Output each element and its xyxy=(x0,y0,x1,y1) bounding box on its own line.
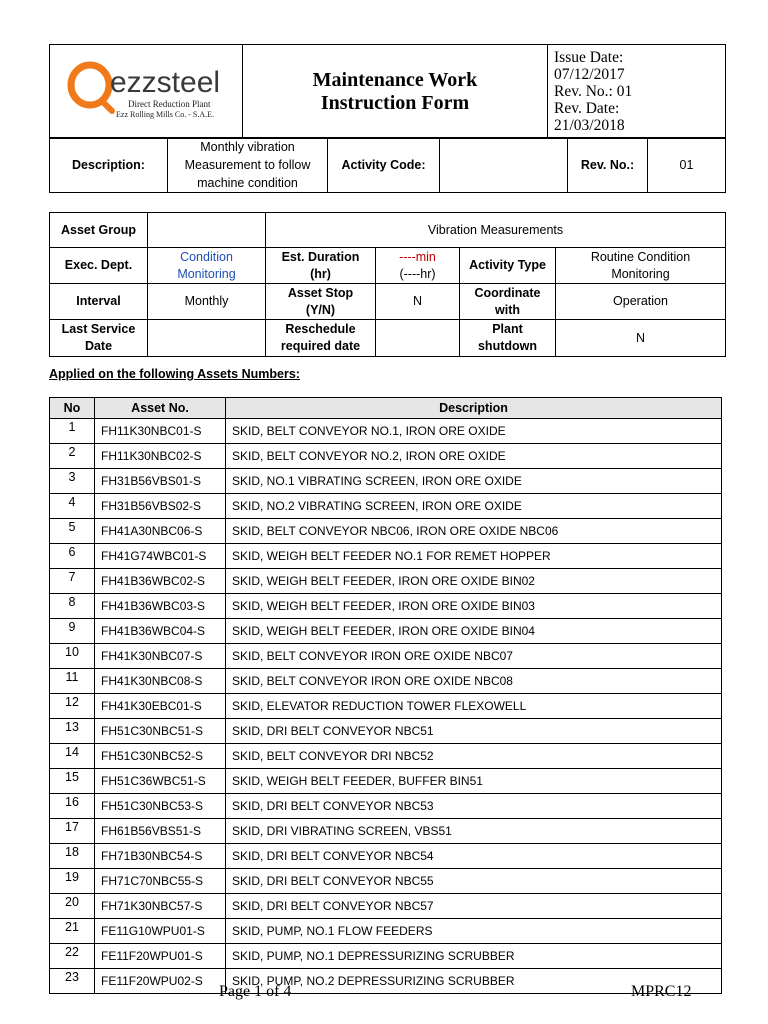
asset-group-value xyxy=(148,213,266,248)
activity-type-value: Routine Condition Monitoring xyxy=(556,248,726,284)
asset-description: SKID, DRI BELT CONVEYOR NBC51 xyxy=(226,719,722,744)
asset-number: FH51C36WBC51-S xyxy=(95,769,226,794)
asset-description: SKID, DRI BELT CONVEYOR NBC54 xyxy=(226,844,722,869)
asset-row-number: 16 xyxy=(50,794,95,819)
asset-row-number: 20 xyxy=(50,894,95,919)
asset-number: FH41K30NBC07-S xyxy=(95,644,226,669)
table-row xyxy=(50,619,722,644)
reschedule-value xyxy=(376,320,460,357)
form-header xyxy=(49,44,726,139)
table-row xyxy=(50,944,722,969)
asset-row-number: 17 xyxy=(50,819,95,844)
plant-shutdown-value: N xyxy=(556,320,726,357)
issue-date-label: Issue Date: xyxy=(554,49,624,66)
table-row xyxy=(50,919,722,944)
asset-row-number: 10 xyxy=(50,644,95,669)
coordinate-label: Coordinate with xyxy=(460,284,556,320)
asset-number: FE11F20WPU01-S xyxy=(95,944,226,969)
applied-assets-heading: Applied on the following Assets Numbers: xyxy=(49,367,300,381)
asset-description: SKID, DRI BELT CONVEYOR NBC57 xyxy=(226,894,722,919)
asset-number: FH51C30NBC52-S xyxy=(95,744,226,769)
table-row xyxy=(50,719,722,744)
asset-number: FH51C30NBC53-S xyxy=(95,794,226,819)
asset-description: SKID, DRI BELT CONVEYOR NBC55 xyxy=(226,869,722,894)
asset-number: FE11G10WPU01-S xyxy=(95,919,226,944)
asset-number: FH61B56VBS51-S xyxy=(95,819,226,844)
asset-description: SKID, WEIGH BELT FEEDER, IRON ORE OXIDE BIN03 xyxy=(226,594,722,619)
logo-subtitle-1: Direct Reduction Plant xyxy=(128,99,211,109)
asset-number: FH31B56VBS01-S xyxy=(95,469,226,494)
revision-number: Rev. No.: 01 xyxy=(554,83,633,100)
asset-row-number: 4 xyxy=(50,494,95,519)
description-label: Description: xyxy=(50,138,168,193)
asset-row-number: 6 xyxy=(50,544,95,569)
rev-no-label: Rev. No.: xyxy=(568,138,648,193)
asset-row-number: 23 xyxy=(50,969,95,994)
title-line-1: Maintenance Work xyxy=(312,68,478,91)
page-number: Page 1 of 4 xyxy=(219,983,292,1000)
asset-row-number: 9 xyxy=(50,619,95,644)
table-row xyxy=(50,769,722,794)
description-value: Monthly vibration Measurement to follow machine condition xyxy=(168,138,328,193)
asset-description: SKID, WEIGH BELT FEEDER, BUFFER BIN51 xyxy=(226,769,722,794)
exec-dept-value: Condition Monitoring xyxy=(148,248,266,284)
table-row xyxy=(50,894,722,919)
table-row xyxy=(50,669,722,694)
asset-row-number: 13 xyxy=(50,719,95,744)
asset-description: SKID, BELT CONVEYOR NO.1, IRON ORE OXIDE xyxy=(226,419,722,444)
reschedule-label: Reschedule required date xyxy=(266,320,376,357)
table-row xyxy=(50,844,722,869)
table-row xyxy=(50,969,722,994)
table-row xyxy=(50,869,722,894)
asset-description: SKID, PUMP, NO.1 DEPRESSURIZING SCRUBBER xyxy=(226,944,722,969)
asset-number: FH41B36WBC04-S xyxy=(95,619,226,644)
asset-number: FH71K30NBC57-S xyxy=(95,894,226,919)
asset-description: SKID, PUMP, NO.2 DEPRESSURIZING SCRUBBER xyxy=(226,969,722,994)
table-row xyxy=(50,544,722,569)
asset-number: FH41G74WBC01-S xyxy=(95,544,226,569)
issue-info xyxy=(548,45,726,139)
asset-number: FH41K30EBC01-S xyxy=(95,694,226,719)
form-code: MPRC12 xyxy=(631,983,692,1000)
activity-code-label: Activity Code: xyxy=(328,138,440,193)
asset-row-number: 3 xyxy=(50,469,95,494)
asset-description: SKID, BELT CONVEYOR NO.2, IRON ORE OXIDE xyxy=(226,444,722,469)
asset-description: SKID, WEIGH BELT FEEDER NO.1 FOR REMET HOPPER xyxy=(226,544,722,569)
asset-number: FH11K30NBC01-S xyxy=(95,419,226,444)
asset-row-number: 7 xyxy=(50,569,95,594)
table-row xyxy=(50,819,722,844)
table-row xyxy=(50,469,722,494)
asset-row-number: 22 xyxy=(50,944,95,969)
interval-label: Interval xyxy=(50,284,148,320)
asset-description: SKID, BELT CONVEYOR IRON ORE OXIDE NBC08 xyxy=(226,669,722,694)
asset-group-description: Vibration Measurements xyxy=(266,213,726,248)
title-line-2: Instruction Form xyxy=(320,91,470,114)
asset-number: FH71C70NBC55-S xyxy=(95,869,226,894)
table-row xyxy=(50,644,722,669)
table-row xyxy=(50,419,722,444)
plant-shutdown-label: Plant shutdown xyxy=(460,320,556,357)
est-duration-value: ----min (----hr) xyxy=(376,248,460,284)
asset-number: FH31B56VBS02-S xyxy=(95,494,226,519)
asset-row-number: 21 xyxy=(50,919,95,944)
header-no: No xyxy=(50,398,95,419)
est-duration-label: Est. Duration (hr) xyxy=(266,248,376,284)
asset-row-number: 8 xyxy=(50,594,95,619)
asset-number: FH11K30NBC02-S xyxy=(95,444,226,469)
last-service-label: Last Service Date xyxy=(50,320,148,357)
activity-code-value xyxy=(440,138,568,193)
logo-subtitle-2: Ezz Rolling Mills Co. - S.A.E. xyxy=(116,110,214,119)
asset-number: FE11F20WPU02-S xyxy=(95,969,226,994)
asset-row-number: 5 xyxy=(50,519,95,544)
asset-row-number: 1 xyxy=(50,419,95,444)
asset-description: SKID, BELT CONVEYOR DRI NBC52 xyxy=(226,744,722,769)
asset-group-label: Asset Group xyxy=(50,213,148,248)
header-asset-no: Asset No. xyxy=(95,398,226,419)
asset-number: FH51C30NBC51-S xyxy=(95,719,226,744)
asset-description: SKID, DRI VIBRATING SCREEN, VBS51 xyxy=(226,819,722,844)
logo-brand: ezzsteel xyxy=(110,66,221,99)
asset-description: SKID, NO.1 VIBRATING SCREEN, IRON ORE OXIDE xyxy=(226,469,722,494)
asset-row-number: 14 xyxy=(50,744,95,769)
table-row xyxy=(50,594,722,619)
revision-date-label: Rev. Date: xyxy=(554,100,620,117)
header-description: Description xyxy=(226,398,722,419)
description-row xyxy=(49,137,726,193)
exec-dept-label: Exec. Dept. xyxy=(50,248,148,284)
asset-number: FH41A30NBC06-S xyxy=(95,519,226,544)
asset-row-number: 19 xyxy=(50,869,95,894)
asset-stop-label: Asset Stop (Y/N) xyxy=(266,284,376,320)
table-row xyxy=(50,444,722,469)
asset-row-number: 15 xyxy=(50,769,95,794)
asset-description: SKID, ELEVATOR REDUCTION TOWER FLEXOWELL xyxy=(226,694,722,719)
revision-date: 21/03/2018 xyxy=(554,117,625,134)
asset-description: SKID, DRI BELT CONVEYOR NBC53 xyxy=(226,794,722,819)
last-service-value xyxy=(148,320,266,357)
table-row xyxy=(50,519,722,544)
issue-date: 07/12/2017 xyxy=(554,66,625,83)
asset-description: SKID, BELT CONVEYOR NBC06, IRON ORE OXIDE NBC06 xyxy=(226,519,722,544)
asset-row-number: 2 xyxy=(50,444,95,469)
form-title xyxy=(243,45,548,139)
asset-description: SKID, WEIGH BELT FEEDER, IRON ORE OXIDE BIN02 xyxy=(226,569,722,594)
asset-number: FH41K30NBC08-S xyxy=(95,669,226,694)
asset-row-number: 18 xyxy=(50,844,95,869)
asset-description: SKID, BELT CONVEYOR IRON ORE OXIDE NBC07 xyxy=(226,644,722,669)
asset-description: SKID, PUMP, NO.1 FLOW FEEDERS xyxy=(226,919,722,944)
asset-row-number: 11 xyxy=(50,669,95,694)
assets-table xyxy=(49,397,722,994)
asset-info-table xyxy=(49,212,726,357)
interval-value: Monthly xyxy=(148,284,266,320)
asset-row-number: 12 xyxy=(50,694,95,719)
coordinate-value: Operation xyxy=(556,284,726,320)
table-row xyxy=(50,744,722,769)
asset-description: SKID, NO.2 VIBRATING SCREEN, IRON ORE OXIDE xyxy=(226,494,722,519)
asset-description: SKID, WEIGH BELT FEEDER, IRON ORE OXIDE BIN04 xyxy=(226,619,722,644)
asset-number: FH71B30NBC54-S xyxy=(95,844,226,869)
asset-number: FH41B36WBC02-S xyxy=(95,569,226,594)
table-row xyxy=(50,494,722,519)
table-row xyxy=(50,694,722,719)
ezzsteel-logo xyxy=(50,45,243,135)
table-row xyxy=(50,569,722,594)
asset-number: FH41B36WBC03-S xyxy=(95,594,226,619)
asset-stop-value: N xyxy=(376,284,460,320)
logo-cell xyxy=(50,45,243,139)
activity-type-label: Activity Type xyxy=(460,248,556,284)
table-row xyxy=(50,794,722,819)
rev-no-value: 01 xyxy=(648,138,726,193)
